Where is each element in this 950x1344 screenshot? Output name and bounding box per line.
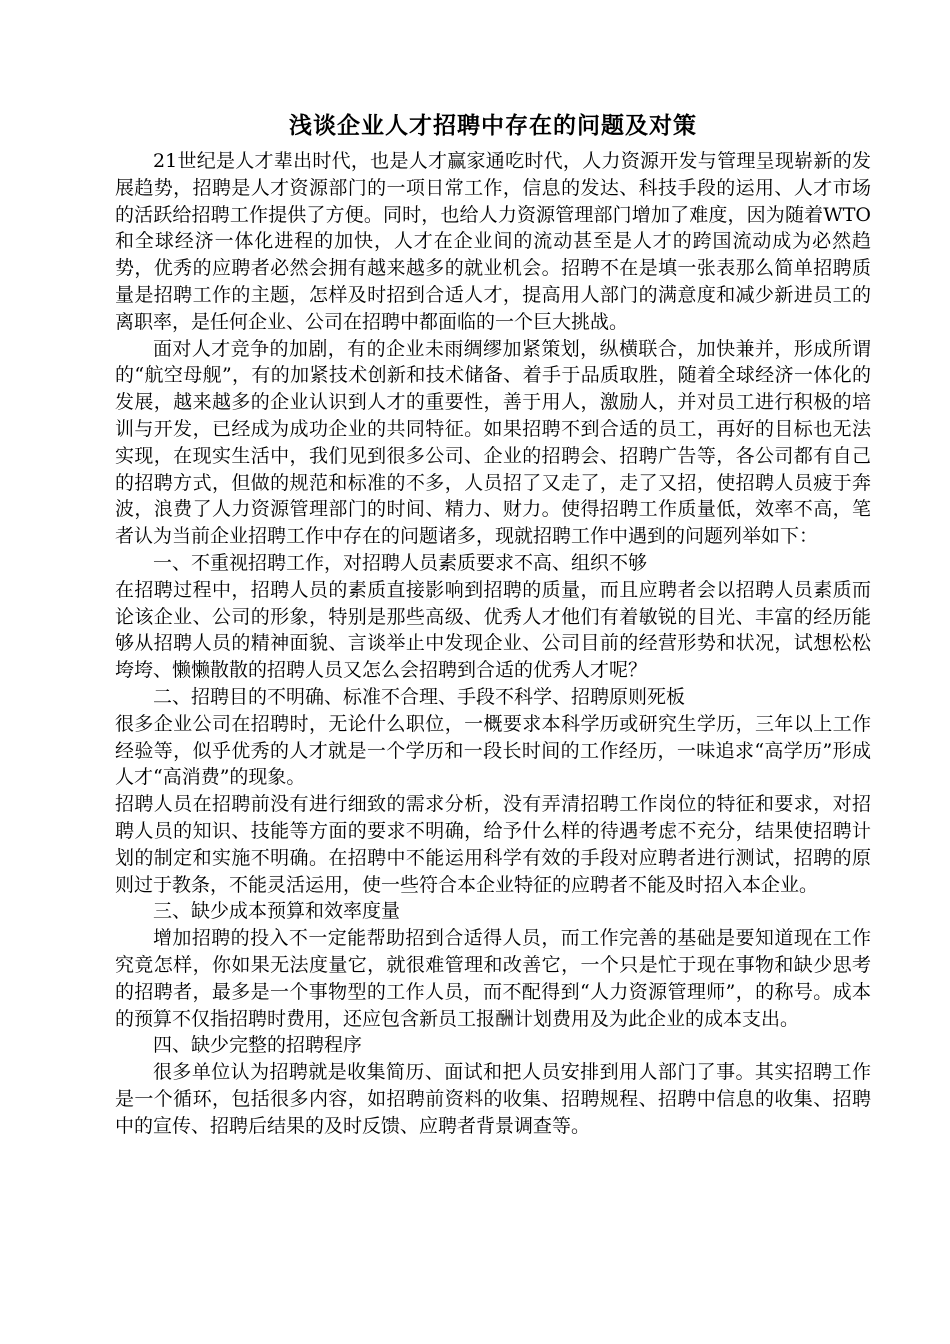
paragraph: 二、招聘目的不明确、标准不合理、手段不科学、招聘原则死板 (153, 685, 686, 708)
document-body (115, 148, 871, 1139)
paragraph: 很多单位认为招聘就是收集简历、面试和把人员安排到用人部门了事。其实招聘工作是一个循环，包括很多内容，如招聘前资料的收集、招聘规程、招聘中信息的收集、招聘中的宣传、招聘后结果的及时反馈、应聘者背景调查等。 (115, 1061, 871, 1137)
paragraph: 三、缺少成本预算和效率度量 (153, 900, 401, 923)
document-title: 浅谈企业人才招聘中存在的问题及对策 (289, 112, 697, 139)
paragraph: 招聘人员在招聘前没有进行细致的需求分析，没有弄清招聘工作岗位的特征和要求，对招聘人员的知识、技能等方面的要求不明确，给予什么样的待遇考虑不充分，结果使招聘计划的制定和实施不明确。在招聘中不能运用科学有效的手段对应聘者进行测试，招聘的原则过于教条，不能灵活运用，使一些符合本企业特征的应聘者不能及时招入本企业。 (115, 793, 871, 896)
paragraph: 21世纪是人才辈出时代，也是人才赢家通吃时代，人力资源开发与管理呈现崭新的发展趋势，招聘是人才资源部门的一项日常工作，信息的发达、科技手段的运用、人才市场的活跃给招聘工作提供了方便。同时，也给人力资源管理部门增加了难度，因为随着WTO和全球经济一体化进程的加快，人才在企业间的流动甚至是人才的跨国流动成为必然趋势，优秀的应聘者必然会拥有越来越多的就业机会。招聘不在是填一张表那么简单招聘质量是招聘工作的主题，怎样及时招到合适人才，提高用人部门的满意度和减少新进员工的离职率，是任何企业、公司在招聘中都面临的一个巨大挑战。 (115, 150, 871, 333)
paragraph: 很多企业公司在招聘时，无论什么职位，一概要求本科学历或研究生学历，三年以上工作经验等，似乎优秀的人才就是一个学历和一段长时间的工作经历，一味追求“高学历”形成人才“高消费”的现象。 (115, 712, 871, 789)
paragraph: 面对人才竞争的加剧，有的企业未雨绸缪加紧策划，纵横联合，加快兼并，形成所谓的“航空母舰”，有的加紧技术创新和技术储备、着手于品质取胜，随着全球经济一体化的发展，越来越多的企业认识到人才的重要性，善于用人，激励人，并对员工进行积极的培训与开发，已经成为成功企业的共同特征。如果招聘不到合适的员工，再好的目标也无法实现，在现实生活中，我们见到很多公司、企业的招聘会、招聘广告等，各公司都有自己的招聘方式，但做的规范和标准的不多，人员招了又走了，走了又招，使招聘人员疲于奔波，浪费了人力资源管理部门的时间、精力、财力。使得招聘工作质量低，效率不高，笔者认为当前企业招聘工作中存在的问题诸多，现就招聘工作中遇到的问题列举如下： (115, 337, 871, 548)
paragraph: 增加招聘的投入不一定能帮助招到合适得人员，而工作完善的基础是要知道现在工作究竟怎样，你如果无法度量它，就很难管理和改善它，一个只是忙于现在事物和缺少思考的招聘者，最多是一个事物型的工作人员，而不配得到“人力资源管理师”，的称号。成本的预算不仅指招聘时费用，还应包含新员工报酬计划费用及为此企业的成本支出。 (115, 927, 871, 1030)
paragraph: 在招聘过程中，招聘人员的素质直接影响到招聘的质量，而且应聘者会以招聘人员素质而论该企业、公司的形象，特别是那些高级、优秀人才他们有着敏锐的目光、丰富的经历能够从招聘人员的精神面貌、言谈举止中发现企业、公司目前的经营形势和状况，试想松松垮垮、懒懒散散的招聘人员又怎么会招聘到合适的优秀人才呢？ (115, 578, 871, 682)
paragraph: 四、缺少完整的招聘程序 (153, 1034, 363, 1057)
paragraph: 一、不重视招聘工作，对招聘人员素质要求不高、组织不够 (153, 551, 648, 574)
document-page (115, 108, 871, 1139)
